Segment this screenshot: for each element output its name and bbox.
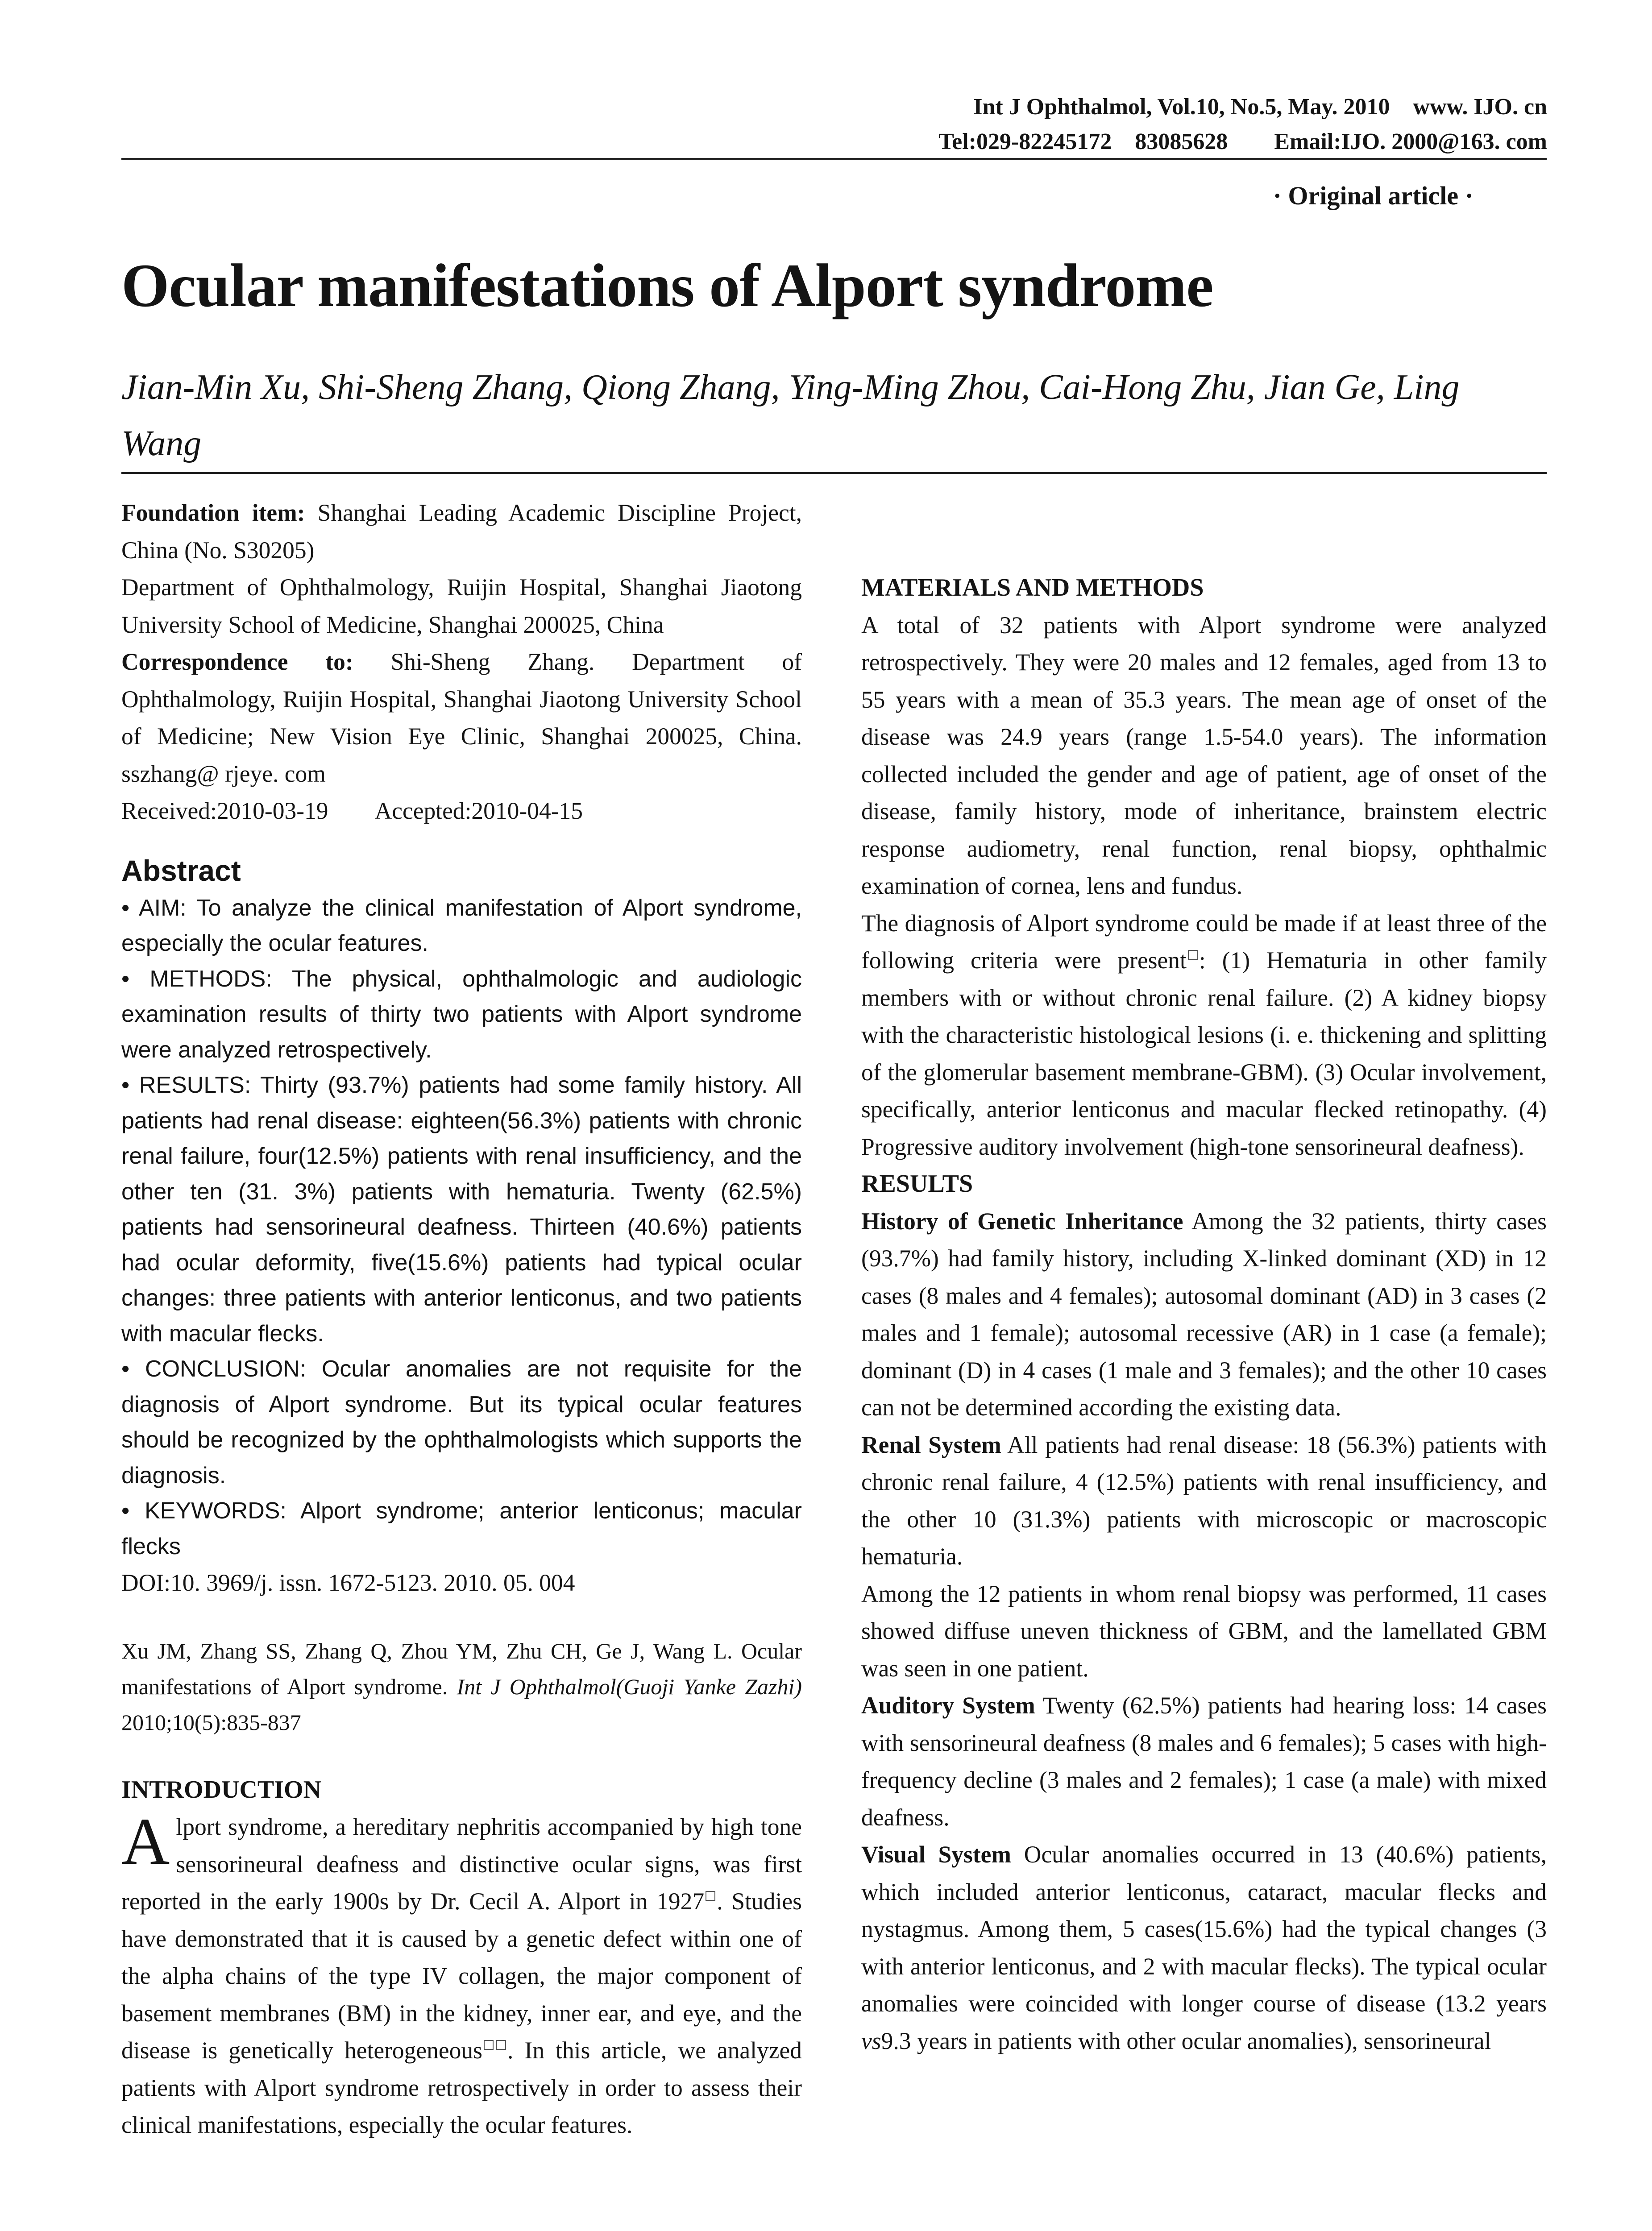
abstract-keywords: • KEYWORDS: Alport syndrome; anterior lenticonus; macular flecks: [121, 1498, 802, 1559]
article-title: Ocular manifestations of Alport syndrome: [121, 251, 1213, 319]
abstract-methods: • METHODS: The physical, ophthalmologic and audiologic examination results of thirty two patients with Alport syndrome were analyzed retrospectively.: [121, 966, 802, 1063]
methods-text-2a: The diagnosis of Alport syndrome could be made if at least three of the following criteria were present: [861, 909, 1547, 974]
abstract-conclusion: • CONCLUSION: Ocular anomalies are not requisite for the diagnosis of Alport syndrome. But its typical ocular features should be recognized by the ophthalmologists which supports the diagnosis.: [121, 1356, 802, 1489]
visual-text-b: 9.3 years in patients with other ocular anomalies), sensorineural: [881, 2027, 1491, 2054]
foundation-item: [121, 494, 802, 569]
abstract-heading: Abstract: [121, 854, 241, 887]
methods-heading: MATERIALS AND METHODS: [861, 574, 1204, 601]
intro-text-3: . In this article, we analyzed patients with Alport syndrome retrospectively in order to assess their clinical manifestations, especially the ocular features.: [121, 2037, 802, 2138]
correspondence-text: Shi-Sheng Zhang. Department of Ophthalmology, Ruijin Hospital, Shanghai Jiaotong University School of Medicine; New Vision Eye Clinic, Shanghai 200025, China. sszhang@ rjeye. com: [121, 648, 802, 787]
auditory-text: Twenty (62.5%) patients had hearing loss: 14 cases with sensorineural deafness (8 males and 6 females); 5 cases with high-frequency decline (3 males and 2 females); 1 case (a male) with mixed deafness.: [861, 1692, 1547, 1831]
abstract-results: • RESULTS: Thirty (93.7%) patients had some family history. All patients had renal disease: eighteen(56.3%) patients with chronic renal failure, four(12.5%) patients with renal insufficiency, and the other ten (31. 3%) patients with hematuria. Twenty (62.5%) patients had sensorineural deafness. Thirteen (40.6%) patients had ocular deformity, five(15.6%) patients had typical ocular changes: three patients with anterior lenticonus, and two patients with macular flecks.: [121, 1072, 802, 1347]
header-rule: [121, 158, 1547, 160]
correspondence: [121, 643, 802, 792]
section-tag: · Original article ·: [1273, 181, 1474, 210]
correspondence-label: Correspondence to:: [121, 648, 353, 675]
journal-contact-line: Tel:029-82245172 83085628 Email:IJO. 2000@163. com: [938, 129, 1547, 154]
methods-text-2b: : (1) Hematuria in other family members with or without chronic renal failure. (2) A kidney biopsy with the characteristic histological lesions (i. e. thickening and splitting of the glomerular basement membrane-GBM). (3) Ocular involvement, specifically, anterior lenticonus and macular flecked retinopathy. (4) Progressive auditory involvement (high-tone sensorineural deafness).: [861, 947, 1547, 1160]
department: Department of Ophthalmology, Ruijin Hospital, Shanghai Jiaotong University School of Medicine, Shanghai 200025, China: [121, 574, 802, 638]
citation-marker: [706, 1891, 715, 1901]
vs-text: vs: [861, 2027, 881, 2054]
citation: [121, 1633, 802, 1740]
authors-rule: [121, 472, 1547, 474]
intro-text-1: lport syndrome, a hereditary nephritis accompanied by high tone sensorineural deafness and distinctive ocular signs, was first reported in the early 1900s by Dr. Cecil A. Alport in 1927: [121, 1813, 802, 1915]
visual-heading: Visual System: [861, 1841, 1011, 1868]
renal-text: All patients had renal disease: 18 (56.3%) patients with chronic renal failure, 4 (12.5%) patients with renal insufficiency, and the other 10 (31.3%) patients with microscopic or macroscopic hematuria.: [861, 1431, 1547, 1570]
doi: DOI:10. 3969/j. issn. 1672-5123. 2010. 05. 004: [121, 1569, 575, 1596]
results-heading: RESULTS: [861, 1170, 973, 1198]
foundation-label: Foundation item:: [121, 499, 305, 526]
citation-marker: [496, 2040, 506, 2050]
citation-marker: [484, 2040, 494, 2050]
citation-tail: 2010;10(5):835-837: [121, 1709, 301, 1735]
received-accepted: Received:2010-03-19 Accepted:2010-04-15: [121, 797, 583, 824]
results-genetic: [861, 1203, 1547, 1427]
journal-header-line: Int J Ophthalmol, Vol.10, No.5, May. 2010 www. IJO. cn: [973, 94, 1547, 120]
right-column: [861, 494, 1547, 2060]
genetic-heading: History of Genetic Inheritance: [861, 1207, 1183, 1235]
results-visual: [861, 1836, 1547, 2060]
visual-text-a: Ocular anomalies occurred in 13 (40.6%) patients, which included anterior lenticonus, cataract, macular flecks and nystagmus. Among them, 5 cases(15.6%) had the typical changes (3 with anterior lenticonus, and 2 with macular flecks). The typical ocular anomalies were coincided with longer course of disease (13.2 years: [861, 1841, 1547, 2017]
results-renal-biopsy: Among the 12 patients in whom renal biopsy was performed, 11 cases showed diffuse uneven thickness of GBM, and the lamellated GBM was seen in one patient.: [861, 1580, 1547, 1682]
methods-paragraph-1: A total of 32 patients with Alport syndrome were analyzed retrospectively. They were 20 males and 12 females, aged from 13 to 55 years with a mean of 35.3 years. The mean age of onset of the disease was 24.9 years (range 1.5-54.0 years). The information collected included the gender and age of patient, age of onset of the disease, family history, mode of inheritance, brainstem electric response audiometry, renal function, renal biopsy, ophthalmic examination of cornea, lens and fundus.: [861, 611, 1547, 899]
intro-text-2: . Studies have demonstrated that it is caused by a genetic defect within one of the alpha chains of the type IV collagen, the major component of basement membranes (BM) in the kidney, inner ear, and eye, and the disease is genetically heterogeneous: [121, 1888, 802, 2064]
genetic-text: Among the 32 patients, thirty cases (93.7%) had family history, including X-linked dominant (XD) in 12 cases (8 males and 4 females); autosomal dominant (AD) in 3 cases (2 males and 1 female); autosomal recessive (AR) in 1 case (a female); dominant (D) in 4 cases (1 male and 3 females); and the other 10 cases can not be determined according the existing data.: [861, 1207, 1547, 1421]
results-renal: [861, 1427, 1547, 1576]
results-auditory: [861, 1687, 1547, 1836]
introduction-paragraph: [121, 1804, 802, 2144]
auditory-heading: Auditory System: [861, 1692, 1035, 1719]
introduction-heading: INTRODUCTION: [121, 1775, 322, 1804]
citation-text: Xu JM, Zhang SS, Zhang Q, Zhou YM, Zhu CH, Ge J, Wang L. Ocular manifestations of Alport syndrome.: [121, 1638, 802, 1699]
foundation-text: Shanghai Leading Academic Discipline Project, China (No. S30205): [121, 499, 802, 564]
citation-journal: Int J Ophthalmol(Guoji Yanke Zazhi): [457, 1674, 802, 1699]
abstract-aim: • AIM: To analyze the clinical manifestation of Alport syndrome, especially the ocular features.: [121, 895, 802, 956]
drop-cap: A: [121, 1804, 170, 1879]
author-list: Jian-Min Xu, Shi-Sheng Zhang, Qiong Zhang, Ying-Ming Zhou, Cai-Hong Zhu, Jian Ge, Ling Wang: [121, 368, 1460, 463]
left-column: [121, 494, 802, 2144]
citation-marker: [1188, 950, 1198, 960]
methods-paragraph-2: [861, 905, 1547, 1166]
renal-heading: Renal System: [861, 1431, 1001, 1458]
